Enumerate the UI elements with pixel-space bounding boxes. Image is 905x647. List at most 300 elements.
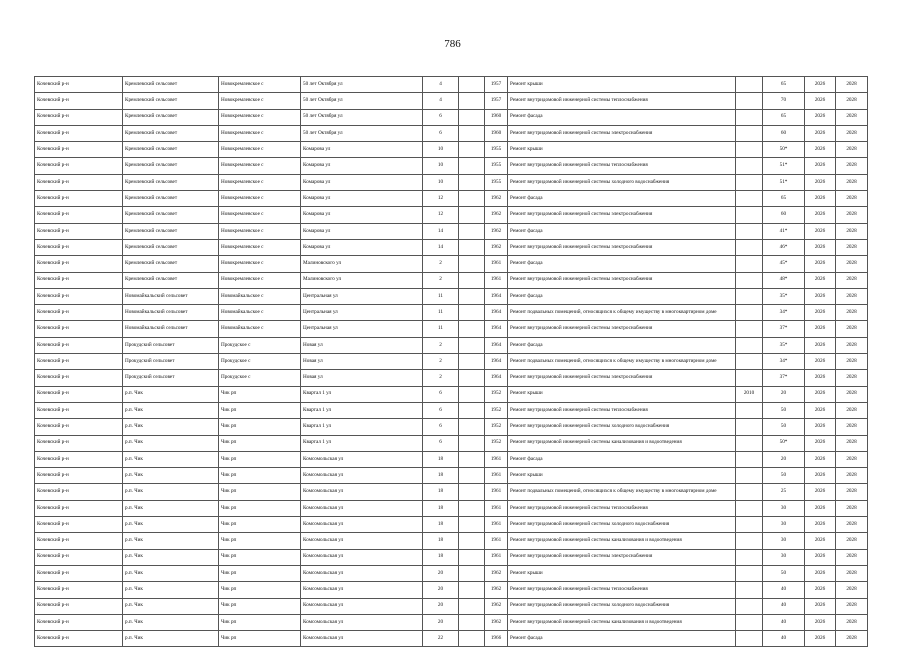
table-row: [35, 142, 868, 158]
cell-house-number: 14: [423, 239, 459, 255]
table-row: [35, 158, 868, 174]
cell-house-number: 20: [423, 582, 459, 598]
table-row: [35, 598, 868, 614]
cell-start-year: 2026: [805, 468, 836, 484]
cell-district: Кочевский р-н: [35, 614, 123, 630]
cell-district: Кочевский р-н: [35, 451, 123, 467]
cell-housing: [459, 93, 485, 109]
cell-street: Комсомольская ул: [301, 549, 423, 565]
cell-housing: [459, 109, 485, 125]
cell-street: Комарова ул: [301, 207, 423, 223]
cell-work-type: Ремонт внутридомовой инженерной системы электроснабжения: [508, 549, 736, 565]
cell-build-year: 1955: [485, 158, 508, 174]
cell-build-year: 1962: [485, 598, 508, 614]
cell-end-year: 2028: [836, 582, 868, 598]
cell-work-type: Ремонт внутридомовой инженерной системы теплоснабжения: [508, 582, 736, 598]
cell-wear-percent: 40: [763, 598, 805, 614]
cell-street: Комарова ул: [301, 239, 423, 255]
cell-locality: Чик рп: [219, 517, 301, 533]
cell-locality: Чик рп: [219, 419, 301, 435]
cell-wear-percent: 30: [763, 549, 805, 565]
cell-housing: [459, 337, 485, 353]
cell-wear-percent: 40: [763, 631, 805, 647]
table-row: [35, 207, 868, 223]
cell-start-year: 2026: [805, 484, 836, 500]
cell-wear-percent: 50*: [763, 435, 805, 451]
cell-last-repair-year: [736, 321, 763, 337]
cell-wear-percent: 35*: [763, 288, 805, 304]
cell-start-year: 2026: [805, 402, 836, 418]
cell-house-number: 18: [423, 484, 459, 500]
cell-street: Комсомольская ул: [301, 598, 423, 614]
cell-district: Кочевский р-н: [35, 468, 123, 484]
cell-district: Кочевский р-н: [35, 370, 123, 386]
cell-end-year: 2028: [836, 468, 868, 484]
cell-settlement-council: р.п. Чик: [123, 533, 219, 549]
table-row: [35, 272, 868, 288]
cell-locality: Чик рп: [219, 451, 301, 467]
cell-district: Кочевский р-н: [35, 354, 123, 370]
cell-house-number: 6: [423, 419, 459, 435]
cell-house-number: 2: [423, 337, 459, 353]
cell-settlement-council: р.п. Чик: [123, 631, 219, 647]
cell-locality: Чик рп: [219, 631, 301, 647]
cell-house-number: 6: [423, 109, 459, 125]
cell-street: Комсомольская ул: [301, 614, 423, 630]
cell-settlement-council: Кремлевский сельсовет: [123, 191, 219, 207]
cell-build-year: 1952: [485, 386, 508, 402]
cell-housing: [459, 125, 485, 141]
cell-last-repair-year: [736, 142, 763, 158]
cell-end-year: 2028: [836, 142, 868, 158]
cell-work-type: Ремонт подвальных помещений, относящихся к общему имуществу в многоквартирном доме: [508, 354, 736, 370]
table-row: [35, 549, 868, 565]
cell-start-year: 2026: [805, 598, 836, 614]
table-row: [35, 631, 868, 647]
cell-start-year: 2026: [805, 435, 836, 451]
table-row: [35, 354, 868, 370]
cell-district: Кочевский р-н: [35, 598, 123, 614]
cell-house-number: 2: [423, 370, 459, 386]
cell-settlement-council: Кремлевский сельсовет: [123, 174, 219, 190]
cell-locality: Новомайкальское с: [219, 305, 301, 321]
table-row: [35, 402, 868, 418]
cell-last-repair-year: [736, 370, 763, 386]
cell-wear-percent: 60: [763, 125, 805, 141]
cell-housing: [459, 370, 485, 386]
cell-start-year: 2026: [805, 142, 836, 158]
cell-build-year: 1962: [485, 565, 508, 581]
cell-start-year: 2026: [805, 256, 836, 272]
cell-work-type: Ремонт фасада: [508, 109, 736, 125]
cell-settlement-council: р.п. Чик: [123, 500, 219, 516]
cell-district: Кочевский р-н: [35, 109, 123, 125]
cell-housing: [459, 77, 485, 93]
cell-settlement-council: Прокудский сельсовет: [123, 354, 219, 370]
cell-house-number: 18: [423, 517, 459, 533]
cell-start-year: 2026: [805, 207, 836, 223]
cell-housing: [459, 598, 485, 614]
cell-settlement-council: Кремлевский сельсовет: [123, 239, 219, 255]
cell-locality: Чик рп: [219, 614, 301, 630]
cell-house-number: 10: [423, 158, 459, 174]
cell-locality: Прокудское с: [219, 370, 301, 386]
cell-start-year: 2026: [805, 549, 836, 565]
cell-last-repair-year: [736, 419, 763, 435]
cell-district: Кочевский р-н: [35, 582, 123, 598]
cell-wear-percent: 65: [763, 109, 805, 125]
cell-last-repair-year: [736, 239, 763, 255]
cell-street: Центральная ул: [301, 288, 423, 304]
cell-last-repair-year: 2010: [736, 386, 763, 402]
cell-housing: [459, 614, 485, 630]
cell-work-type: Ремонт фасада: [508, 631, 736, 647]
cell-settlement-council: р.п. Чик: [123, 419, 219, 435]
cell-locality: Чик рп: [219, 435, 301, 451]
cell-end-year: 2028: [836, 272, 868, 288]
cell-settlement-council: Новомайкальский сельсовет: [123, 321, 219, 337]
cell-start-year: 2026: [805, 77, 836, 93]
cell-last-repair-year: [736, 272, 763, 288]
cell-housing: [459, 191, 485, 207]
cell-work-type: Ремонт фасада: [508, 223, 736, 239]
cell-locality: Чик рп: [219, 386, 301, 402]
cell-wear-percent: 37*: [763, 321, 805, 337]
cell-build-year: 1960: [485, 109, 508, 125]
cell-last-repair-year: [736, 533, 763, 549]
cell-settlement-council: Кремлевский сельсовет: [123, 125, 219, 141]
cell-work-type: Ремонт внутридомовой инженерной системы электроснабжения: [508, 321, 736, 337]
cell-settlement-council: Кремлевский сельсовет: [123, 223, 219, 239]
cell-housing: [459, 207, 485, 223]
cell-house-number: 18: [423, 533, 459, 549]
cell-work-type: Ремонт внутридомовой инженерной системы холодного водоснабжения: [508, 419, 736, 435]
table-row: [35, 223, 868, 239]
cell-end-year: 2028: [836, 77, 868, 93]
cell-work-type: Ремонт внутридомовой инженерной системы канализования и водоотведения: [508, 533, 736, 549]
cell-start-year: 2026: [805, 370, 836, 386]
cell-settlement-council: р.п. Чик: [123, 582, 219, 598]
cell-start-year: 2026: [805, 517, 836, 533]
cell-district: Кочевский р-н: [35, 272, 123, 288]
cell-work-type: Ремонт крыши: [508, 77, 736, 93]
cell-last-repair-year: [736, 614, 763, 630]
cell-settlement-council: р.п. Чик: [123, 549, 219, 565]
cell-settlement-council: Кремлевский сельсовет: [123, 93, 219, 109]
cell-house-number: 18: [423, 500, 459, 516]
cell-wear-percent: 34*: [763, 354, 805, 370]
cell-end-year: 2028: [836, 386, 868, 402]
cell-work-type: Ремонт внутридомовой инженерной системы электроснабжения: [508, 272, 736, 288]
cell-build-year: 1964: [485, 321, 508, 337]
cell-house-number: 6: [423, 125, 459, 141]
cell-work-type: Ремонт внутридомовой инженерной системы холодного водоснабжения: [508, 598, 736, 614]
cell-street: Комарова ул: [301, 142, 423, 158]
cell-locality: Новокремлевское с: [219, 142, 301, 158]
cell-work-type: Ремонт крыши: [508, 386, 736, 402]
cell-house-number: 12: [423, 207, 459, 223]
cell-house-number: 2: [423, 272, 459, 288]
cell-locality: Новокремлевское с: [219, 77, 301, 93]
cell-locality: Новокремлевское с: [219, 191, 301, 207]
cell-build-year: 1961: [485, 549, 508, 565]
cell-wear-percent: 65: [763, 77, 805, 93]
cell-end-year: 2028: [836, 158, 868, 174]
cell-settlement-council: Кремлевский сельсовет: [123, 109, 219, 125]
cell-end-year: 2028: [836, 402, 868, 418]
table-row: [35, 500, 868, 516]
cell-work-type: Ремонт внутридомовой инженерной системы канализования и водоотведения: [508, 614, 736, 630]
cell-last-repair-year: [736, 565, 763, 581]
cell-district: Кочевский р-н: [35, 77, 123, 93]
cell-end-year: 2028: [836, 549, 868, 565]
cell-wear-percent: 25: [763, 484, 805, 500]
table-row: [35, 77, 868, 93]
cell-settlement-council: р.п. Чик: [123, 386, 219, 402]
cell-house-number: 20: [423, 565, 459, 581]
cell-housing: [459, 354, 485, 370]
cell-district: Кочевский р-н: [35, 142, 123, 158]
cell-last-repair-year: [736, 337, 763, 353]
cell-locality: Чик рп: [219, 565, 301, 581]
cell-last-repair-year: [736, 468, 763, 484]
cell-start-year: 2026: [805, 533, 836, 549]
table-row: [35, 109, 868, 125]
cell-work-type: Ремонт фасада: [508, 191, 736, 207]
cell-district: Кочевский р-н: [35, 93, 123, 109]
cell-locality: Новокремлевское с: [219, 256, 301, 272]
cell-end-year: 2028: [836, 598, 868, 614]
cell-street: Комарова ул: [301, 158, 423, 174]
cell-last-repair-year: [736, 109, 763, 125]
cell-wear-percent: 20: [763, 451, 805, 467]
cell-street: Комсомольская ул: [301, 631, 423, 647]
cell-build-year: 1962: [485, 191, 508, 207]
cell-street: Комсомольская ул: [301, 533, 423, 549]
cell-housing: [459, 533, 485, 549]
cell-street: Комсомольская ул: [301, 565, 423, 581]
cell-wear-percent: 41*: [763, 223, 805, 239]
cell-district: Кочевский р-н: [35, 500, 123, 516]
cell-street: Новая ул: [301, 337, 423, 353]
cell-district: Кочевский р-н: [35, 207, 123, 223]
cell-last-repair-year: [736, 484, 763, 500]
cell-house-number: 2: [423, 354, 459, 370]
cell-end-year: 2028: [836, 256, 868, 272]
cell-wear-percent: 37*: [763, 370, 805, 386]
cell-district: Кочевский р-н: [35, 288, 123, 304]
cell-house-number: 4: [423, 77, 459, 93]
cell-settlement-council: Кремлевский сельсовет: [123, 142, 219, 158]
cell-wear-percent: 50: [763, 468, 805, 484]
cell-end-year: 2028: [836, 517, 868, 533]
cell-last-repair-year: [736, 174, 763, 190]
cell-end-year: 2028: [836, 370, 868, 386]
cell-housing: [459, 435, 485, 451]
cell-locality: Чик рп: [219, 484, 301, 500]
cell-wear-percent: 50: [763, 565, 805, 581]
cell-housing: [459, 305, 485, 321]
cell-housing: [459, 386, 485, 402]
cell-settlement-council: Прокудский сельсовет: [123, 370, 219, 386]
cell-housing: [459, 142, 485, 158]
cell-street: 50 лет Октября ул: [301, 77, 423, 93]
cell-locality: Новокремлевское с: [219, 272, 301, 288]
cell-house-number: 20: [423, 598, 459, 614]
cell-locality: Чик рп: [219, 598, 301, 614]
cell-house-number: 10: [423, 142, 459, 158]
cell-locality: Чик рп: [219, 582, 301, 598]
cell-settlement-council: р.п. Чик: [123, 565, 219, 581]
cell-build-year: 1955: [485, 174, 508, 190]
cell-start-year: 2026: [805, 288, 836, 304]
cell-street: Комсомольская ул: [301, 484, 423, 500]
cell-street: Квартал 1 ул: [301, 402, 423, 418]
cell-settlement-council: Кремлевский сельсовет: [123, 207, 219, 223]
cell-street: Комсомольская ул: [301, 451, 423, 467]
table-row: [35, 125, 868, 141]
cell-build-year: 1952: [485, 435, 508, 451]
cell-house-number: 20: [423, 614, 459, 630]
cell-street: Новая ул: [301, 370, 423, 386]
cell-build-year: 1961: [485, 533, 508, 549]
cell-house-number: 11: [423, 305, 459, 321]
cell-work-type: Ремонт фасада: [508, 451, 736, 467]
cell-locality: Новокремлевское с: [219, 174, 301, 190]
cell-street: Комсомольская ул: [301, 500, 423, 516]
cell-start-year: 2026: [805, 321, 836, 337]
cell-end-year: 2028: [836, 191, 868, 207]
cell-housing: [459, 174, 485, 190]
cell-wear-percent: 35*: [763, 337, 805, 353]
cell-house-number: 11: [423, 288, 459, 304]
cell-last-repair-year: [736, 354, 763, 370]
cell-district: Кочевский р-н: [35, 174, 123, 190]
cell-build-year: 1964: [485, 305, 508, 321]
cell-build-year: 1960: [485, 125, 508, 141]
cell-start-year: 2026: [805, 223, 836, 239]
cell-wear-percent: 45*: [763, 256, 805, 272]
cell-street: Комарова ул: [301, 174, 423, 190]
cell-settlement-council: р.п. Чик: [123, 468, 219, 484]
cell-settlement-council: Кремлевский сельсовет: [123, 272, 219, 288]
cell-build-year: 1957: [485, 77, 508, 93]
cell-district: Кочевский р-н: [35, 337, 123, 353]
cell-start-year: 2026: [805, 451, 836, 467]
cell-settlement-council: Кремлевский сельсовет: [123, 256, 219, 272]
cell-end-year: 2028: [836, 435, 868, 451]
cell-house-number: 11: [423, 321, 459, 337]
cell-start-year: 2026: [805, 93, 836, 109]
cell-district: Кочевский р-н: [35, 223, 123, 239]
table-row: [35, 435, 868, 451]
cell-wear-percent: 30: [763, 517, 805, 533]
cell-end-year: 2028: [836, 500, 868, 516]
cell-district: Кочевский р-н: [35, 549, 123, 565]
cell-settlement-council: Прокудский сельсовет: [123, 337, 219, 353]
cell-district: Кочевский р-н: [35, 435, 123, 451]
cell-last-repair-year: [736, 158, 763, 174]
cell-housing: [459, 468, 485, 484]
cell-wear-percent: 51*: [763, 158, 805, 174]
cell-last-repair-year: [736, 435, 763, 451]
cell-locality: Новокремлевское с: [219, 109, 301, 125]
cell-district: Кочевский р-н: [35, 533, 123, 549]
cell-end-year: 2028: [836, 337, 868, 353]
cell-district: Кочевский р-н: [35, 565, 123, 581]
table-row: [35, 321, 868, 337]
cell-wear-percent: 50*: [763, 142, 805, 158]
cell-work-type: Ремонт внутридомовой инженерной системы электроснабжения: [508, 125, 736, 141]
cell-work-type: Ремонт внутридомовой инженерной системы холодного водоснабжения: [508, 517, 736, 533]
cell-start-year: 2026: [805, 191, 836, 207]
cell-house-number: 10: [423, 174, 459, 190]
cell-work-type: Ремонт крыши: [508, 468, 736, 484]
cell-wear-percent: 48*: [763, 272, 805, 288]
cell-work-type: Ремонт внутридомовой инженерной системы электроснабжения: [508, 370, 736, 386]
table-row: [35, 256, 868, 272]
cell-wear-percent: 40: [763, 614, 805, 630]
cell-district: Кочевский р-н: [35, 631, 123, 647]
cell-work-type: Ремонт внутридомовой инженерной системы электроснабжения: [508, 239, 736, 255]
cell-end-year: 2028: [836, 354, 868, 370]
cell-end-year: 2028: [836, 451, 868, 467]
cell-wear-percent: 50: [763, 402, 805, 418]
cell-build-year: 1957: [485, 93, 508, 109]
cell-district: Кочевский р-н: [35, 386, 123, 402]
cell-district: Кочевский р-н: [35, 191, 123, 207]
cell-house-number: 14: [423, 223, 459, 239]
cell-work-type: Ремонт внутридомовой инженерной системы холодного водоснабжения: [508, 174, 736, 190]
cell-build-year: 1962: [485, 614, 508, 630]
cell-district: Кочевский р-н: [35, 239, 123, 255]
cell-last-repair-year: [736, 223, 763, 239]
cell-street: Малиновского ул: [301, 272, 423, 288]
cell-street: 50 лет Октября ул: [301, 93, 423, 109]
table-row: [35, 93, 868, 109]
cell-street: 50 лет Октября ул: [301, 125, 423, 141]
cell-last-repair-year: [736, 256, 763, 272]
cell-street: Квартал 1 ул: [301, 419, 423, 435]
cell-wear-percent: 65: [763, 191, 805, 207]
cell-housing: [459, 321, 485, 337]
cell-last-repair-year: [736, 402, 763, 418]
repair-register-table: [34, 76, 868, 647]
cell-housing: [459, 272, 485, 288]
cell-work-type: Ремонт фасада: [508, 256, 736, 272]
cell-build-year: 1961: [485, 500, 508, 516]
cell-district: Кочевский р-н: [35, 484, 123, 500]
cell-settlement-council: р.п. Чик: [123, 614, 219, 630]
cell-street: Комарова ул: [301, 223, 423, 239]
cell-build-year: 1961: [485, 272, 508, 288]
cell-settlement-council: р.п. Чик: [123, 451, 219, 467]
cell-start-year: 2026: [805, 631, 836, 647]
cell-locality: Новокремлевское с: [219, 125, 301, 141]
table-row: [35, 484, 868, 500]
cell-last-repair-year: [736, 631, 763, 647]
cell-build-year: 1966: [485, 631, 508, 647]
cell-end-year: 2028: [836, 174, 868, 190]
cell-housing: [459, 288, 485, 304]
cell-end-year: 2028: [836, 321, 868, 337]
cell-work-type: Ремонт фасада: [508, 288, 736, 304]
cell-wear-percent: 30: [763, 533, 805, 549]
table-row: [35, 582, 868, 598]
cell-wear-percent: 40: [763, 582, 805, 598]
table-row: [35, 533, 868, 549]
cell-end-year: 2028: [836, 239, 868, 255]
